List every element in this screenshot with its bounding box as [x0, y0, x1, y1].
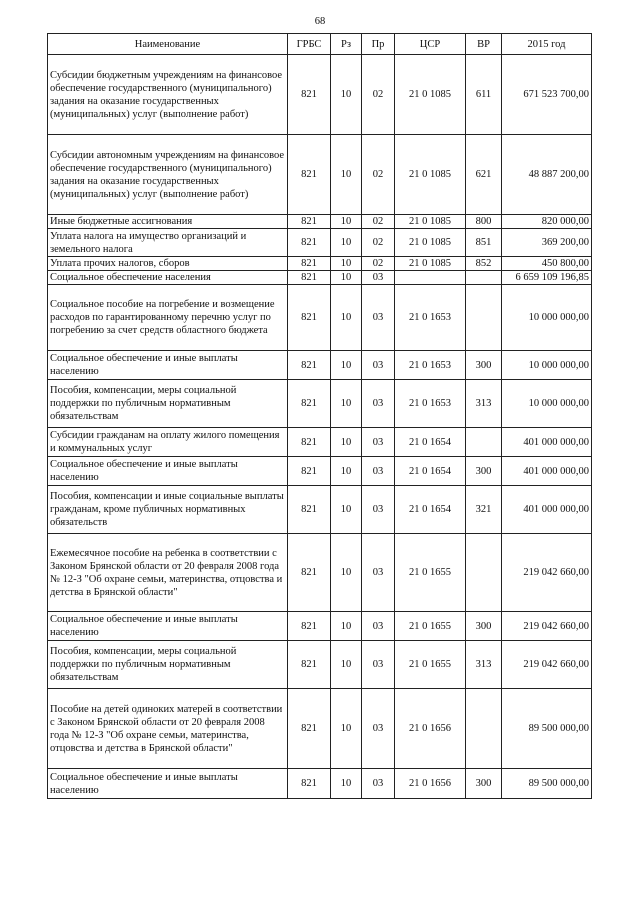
cell-amount: 450 800,00 — [502, 257, 592, 271]
cell-pr: 03 — [362, 769, 395, 799]
cell-amount: 10 000 000,00 — [502, 380, 592, 428]
cell-vr — [466, 428, 502, 457]
cell-name: Ежемесячное пособие на ребенка в соответствии с Законом Брянской области от 20 февраля 2008 года № 12-З "Об охране семьи, материнства, отцовства и детства в Брянской области" — [48, 534, 288, 612]
cell-name: Уплата прочих налогов, сборов — [48, 257, 288, 271]
cell-amount: 401 000 000,00 — [502, 457, 592, 486]
cell-grbs: 821 — [288, 215, 331, 229]
cell-vr: 321 — [466, 486, 502, 534]
cell-amount: 89 500 000,00 — [502, 689, 592, 769]
table-row — [48, 428, 592, 457]
cell-csr: 21 0 1656 — [395, 689, 466, 769]
cell-amount: 820 000,00 — [502, 215, 592, 229]
cell-rz: 10 — [331, 534, 362, 612]
cell-pr: 03 — [362, 534, 395, 612]
cell-grbs: 821 — [288, 55, 331, 135]
cell-amount: 401 000 000,00 — [502, 486, 592, 534]
cell-rz: 10 — [331, 428, 362, 457]
table-row — [48, 689, 592, 769]
table-row — [48, 641, 592, 689]
cell-vr: 300 — [466, 612, 502, 641]
cell-grbs: 821 — [288, 612, 331, 641]
cell-rz: 10 — [331, 135, 362, 215]
cell-csr: 21 0 1655 — [395, 641, 466, 689]
cell-pr: 03 — [362, 486, 395, 534]
cell-amount: 219 042 660,00 — [502, 641, 592, 689]
header-name: Наименование — [48, 34, 288, 55]
header-vr: ВР — [466, 34, 502, 55]
cell-name: Пособия, компенсации, меры социальной поддержки по публичным нормативным обязательствам — [48, 641, 288, 689]
cell-rz: 10 — [331, 229, 362, 257]
cell-vr: 611 — [466, 55, 502, 135]
cell-vr: 851 — [466, 229, 502, 257]
page-number: 68 — [314, 16, 326, 27]
cell-grbs: 821 — [288, 641, 331, 689]
cell-csr: 21 0 1653 — [395, 351, 466, 380]
cell-csr: 21 0 1085 — [395, 135, 466, 215]
table-row — [48, 229, 592, 257]
cell-rz: 10 — [331, 641, 362, 689]
cell-pr: 02 — [362, 135, 395, 215]
cell-name: Субсидии автономным учреждениям на финансовое обеспечение государственного (муниципального) задания на оказание государственных (муниципальных) услуг (выполнение работ) — [48, 135, 288, 215]
cell-grbs: 821 — [288, 457, 331, 486]
cell-grbs: 821 — [288, 380, 331, 428]
cell-grbs: 821 — [288, 135, 331, 215]
cell-name: Субсидии бюджетным учреждениям на финансовое обеспечение государственного (муниципального) задания на оказание государственных (муниципальных) услуг (выполнение работ) — [48, 55, 288, 135]
cell-vr: 300 — [466, 769, 502, 799]
header-rz: Рз — [331, 34, 362, 55]
cell-pr: 02 — [362, 257, 395, 271]
cell-rz: 10 — [331, 55, 362, 135]
header-year: 2015 год — [502, 34, 592, 55]
cell-csr: 21 0 1656 — [395, 769, 466, 799]
cell-vr — [466, 285, 502, 351]
cell-grbs: 821 — [288, 689, 331, 769]
cell-rz: 10 — [331, 351, 362, 380]
cell-name: Пособие на детей одиноких матерей в соответствии с Законом Брянской области от 20 февраля 2008 года № 12-З "Об охране семьи, материнства, отцовства и детства в Брянской области" — [48, 689, 288, 769]
cell-amount: 6 659 109 196,85 — [502, 271, 592, 285]
cell-name: Социальное обеспечение населения — [48, 271, 288, 285]
cell-amount: 369 200,00 — [502, 229, 592, 257]
cell-rz: 10 — [331, 486, 362, 534]
cell-rz: 10 — [331, 285, 362, 351]
cell-grbs: 821 — [288, 271, 331, 285]
cell-csr: 21 0 1654 — [395, 428, 466, 457]
cell-vr: 313 — [466, 641, 502, 689]
header-pr: Пр — [362, 34, 395, 55]
table-row — [48, 351, 592, 380]
cell-name: Иные бюджетные ассигнования — [48, 215, 288, 229]
table-row — [48, 769, 592, 799]
cell-pr: 02 — [362, 229, 395, 257]
cell-name: Уплата налога на имущество организаций и земельного налога — [48, 229, 288, 257]
cell-pr: 03 — [362, 641, 395, 689]
cell-rz: 10 — [331, 271, 362, 285]
cell-csr: 21 0 1653 — [395, 380, 466, 428]
cell-vr: 800 — [466, 215, 502, 229]
cell-pr: 03 — [362, 380, 395, 428]
header-csr: ЦСР — [395, 34, 466, 55]
cell-pr: 03 — [362, 689, 395, 769]
cell-amount: 401 000 000,00 — [502, 428, 592, 457]
cell-rz: 10 — [331, 380, 362, 428]
table-header-row — [48, 34, 592, 55]
cell-amount: 219 042 660,00 — [502, 534, 592, 612]
cell-grbs: 821 — [288, 428, 331, 457]
cell-csr: 21 0 1085 — [395, 257, 466, 271]
cell-csr: 21 0 1085 — [395, 55, 466, 135]
cell-grbs: 821 — [288, 285, 331, 351]
table-row — [48, 135, 592, 215]
table-row — [48, 285, 592, 351]
table-row — [48, 55, 592, 135]
cell-csr: 21 0 1085 — [395, 215, 466, 229]
cell-amount: 671 523 700,00 — [502, 55, 592, 135]
cell-rz: 10 — [331, 215, 362, 229]
cell-rz: 10 — [331, 689, 362, 769]
cell-name: Социальное обеспечение и иные выплаты населению — [48, 457, 288, 486]
cell-name: Социальное обеспечение и иные выплаты населению — [48, 769, 288, 799]
cell-grbs: 821 — [288, 486, 331, 534]
table-row — [48, 612, 592, 641]
cell-csr: 21 0 1654 — [395, 486, 466, 534]
cell-pr: 03 — [362, 271, 395, 285]
table-row — [48, 486, 592, 534]
table-row — [48, 271, 592, 285]
cell-vr — [466, 534, 502, 612]
cell-grbs: 821 — [288, 769, 331, 799]
cell-pr: 03 — [362, 457, 395, 486]
cell-name: Социальное обеспечение и иные выплаты населению — [48, 612, 288, 641]
cell-csr: 21 0 1654 — [395, 457, 466, 486]
cell-vr: 313 — [466, 380, 502, 428]
cell-csr: 21 0 1085 — [395, 229, 466, 257]
cell-csr: 21 0 1653 — [395, 285, 466, 351]
cell-rz: 10 — [331, 612, 362, 641]
cell-pr: 03 — [362, 428, 395, 457]
cell-pr: 02 — [362, 215, 395, 229]
cell-rz: 10 — [331, 257, 362, 271]
cell-name: Субсидии гражданам на оплату жилого помещения и коммунальных услуг — [48, 428, 288, 457]
table-row — [48, 380, 592, 428]
cell-pr: 03 — [362, 351, 395, 380]
table-row — [48, 215, 592, 229]
cell-amount: 10 000 000,00 — [502, 351, 592, 380]
cell-amount: 48 887 200,00 — [502, 135, 592, 215]
cell-grbs: 821 — [288, 351, 331, 380]
cell-amount: 219 042 660,00 — [502, 612, 592, 641]
cell-amount: 89 500 000,00 — [502, 769, 592, 799]
cell-pr: 02 — [362, 55, 395, 135]
cell-vr: 300 — [466, 457, 502, 486]
cell-rz: 10 — [331, 769, 362, 799]
cell-vr: 300 — [466, 351, 502, 380]
cell-csr — [395, 271, 466, 285]
cell-name: Социальное обеспечение и иные выплаты населению — [48, 351, 288, 380]
budget-table — [47, 33, 592, 799]
cell-rz: 10 — [331, 457, 362, 486]
cell-vr — [466, 271, 502, 285]
cell-amount: 10 000 000,00 — [502, 285, 592, 351]
cell-vr — [466, 689, 502, 769]
table-row — [48, 457, 592, 486]
cell-grbs: 821 — [288, 257, 331, 271]
cell-name: Пособия, компенсации и иные социальные выплаты гражданам, кроме публичных нормативных обязательств — [48, 486, 288, 534]
header-grbs: ГРБС — [288, 34, 331, 55]
cell-csr: 21 0 1655 — [395, 534, 466, 612]
cell-grbs: 821 — [288, 229, 331, 257]
cell-pr: 03 — [362, 612, 395, 641]
cell-csr: 21 0 1655 — [395, 612, 466, 641]
table-body — [48, 55, 592, 799]
table-row — [48, 534, 592, 612]
cell-name: Пособия, компенсации, меры социальной поддержки по публичным нормативным обязательствам — [48, 380, 288, 428]
cell-vr: 621 — [466, 135, 502, 215]
cell-name: Социальное пособие на погребение и возмещение расходов по гарантированному перечню услуг по погребению за счет средств областного бюджета — [48, 285, 288, 351]
cell-pr: 03 — [362, 285, 395, 351]
table-row — [48, 257, 592, 271]
cell-grbs: 821 — [288, 534, 331, 612]
cell-vr: 852 — [466, 257, 502, 271]
